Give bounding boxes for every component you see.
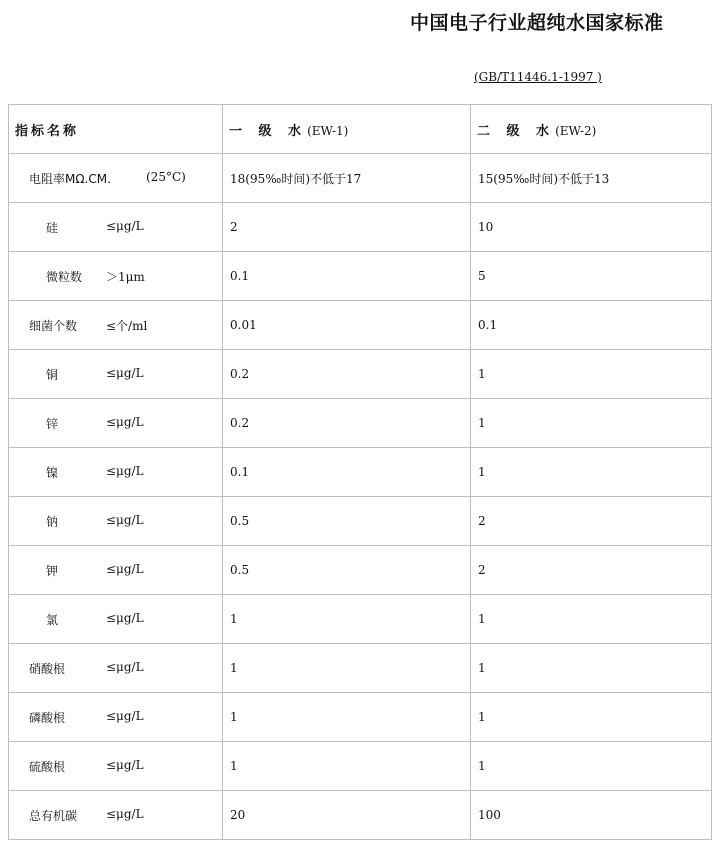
indicator-name: 硫酸根 [29, 760, 66, 774]
table-row [9, 595, 712, 644]
standards-table [8, 104, 712, 840]
indicator-unit: ≤μg/L [106, 709, 144, 723]
level2-value: 1 [471, 693, 712, 742]
table-header-row [9, 105, 712, 154]
level2-value: 10 [471, 203, 712, 252]
indicator-name: 镍 [46, 466, 59, 480]
indicator-cell [9, 791, 223, 840]
level2-value: 1 [471, 350, 712, 399]
indicator-unit: ≤μg/L [106, 611, 144, 625]
indicator-cell [9, 252, 223, 301]
standard-code [474, 70, 602, 84]
indicator-name: 钠 [46, 515, 59, 529]
indicator-cell [9, 693, 223, 742]
indicator-name: 氯 [46, 613, 59, 627]
header-level2-label: 二 级 水 [477, 123, 556, 139]
indicator-unit: ≤μg/L [106, 513, 144, 527]
indicator-name: 锌 [46, 417, 59, 431]
indicator-unit: ≤μg/L [106, 366, 144, 380]
indicator-unit: ≤个/ml [106, 319, 148, 333]
standard-code-text: (GB/T11446.1-1997 ) [474, 70, 602, 84]
level2-value: 2 [471, 497, 712, 546]
level2-value: 1 [471, 595, 712, 644]
table-row [9, 644, 712, 693]
indicator-cell [9, 595, 223, 644]
level1-value: 1 [223, 644, 471, 693]
level2-value: 1 [471, 644, 712, 693]
indicator-unit: ≤μg/L [106, 219, 144, 233]
indicator-name: 硅 [46, 221, 59, 235]
table-row [9, 546, 712, 595]
indicator-name: 细菌个数 [29, 319, 78, 333]
indicator-name: 硝酸根 [29, 662, 66, 676]
level1-value: 0.2 [223, 350, 471, 399]
indicator-cell [9, 497, 223, 546]
indicator-unit: ≤μg/L [106, 660, 144, 674]
level1-value: 20 [223, 791, 471, 840]
level2-value: 2 [471, 546, 712, 595]
indicator-cell [9, 154, 223, 203]
level2-value: 100 [471, 791, 712, 840]
table-row [9, 350, 712, 399]
indicator-name: 磷酸根 [29, 711, 66, 725]
level2-value: 1 [471, 742, 712, 791]
level1-value: 0.1 [223, 252, 471, 301]
table-row [9, 399, 712, 448]
level1-value: 0.1 [223, 448, 471, 497]
level1-value: 1 [223, 693, 471, 742]
table-row [9, 448, 712, 497]
header-level1-code: (EW-1) [307, 123, 349, 138]
indicator-cell [9, 742, 223, 791]
table-row [9, 791, 712, 840]
table-row [9, 497, 712, 546]
level1-value: 2 [223, 203, 471, 252]
indicator-cell [9, 644, 223, 693]
level1-value: 18(95‰时间)不低于17 [223, 154, 471, 203]
level2-value: 5 [471, 252, 712, 301]
indicator-unit: ≤μg/L [106, 562, 144, 576]
level2-value: 1 [471, 399, 712, 448]
header-level2 [471, 105, 712, 154]
indicator-name: 电阻率MΩ.CM. [29, 172, 111, 186]
indicator-unit: (25°C) [146, 170, 186, 184]
indicator-name: 钾 [46, 564, 59, 578]
level1-value: 0.5 [223, 497, 471, 546]
level1-value: 0.5 [223, 546, 471, 595]
table-row [9, 154, 712, 203]
indicator-cell [9, 203, 223, 252]
indicator-name: 总有机碳 [29, 809, 78, 823]
level1-value: 1 [223, 742, 471, 791]
indicator-name: 铜 [46, 368, 59, 382]
indicator-unit: ≤μg/L [106, 758, 144, 772]
indicator-cell [9, 399, 223, 448]
indicator-cell [9, 350, 223, 399]
table-row [9, 301, 712, 350]
header-level1-label: 一 级 水 [229, 123, 308, 139]
indicator-unit: ≤μg/L [106, 464, 144, 478]
table-row [9, 203, 712, 252]
table-row [9, 252, 712, 301]
level2-value: 0.1 [471, 301, 712, 350]
level1-value: 0.2 [223, 399, 471, 448]
level2-value: 1 [471, 448, 712, 497]
page-title: 中国电子行业超纯水国家标准 [410, 12, 664, 34]
header-level1 [223, 105, 471, 154]
header-indicator-name: 指标名称 [9, 105, 223, 154]
level1-value: 1 [223, 595, 471, 644]
level1-value: 0.01 [223, 301, 471, 350]
indicator-unit: ＞1μm [106, 270, 145, 284]
indicator-cell [9, 546, 223, 595]
indicator-name: 微粒数 [46, 270, 83, 284]
indicator-unit: ≤μg/L [106, 807, 144, 821]
table-row [9, 742, 712, 791]
header-level2-code: (EW-2) [555, 123, 597, 138]
table-row [9, 693, 712, 742]
indicator-cell [9, 301, 223, 350]
indicator-unit: ≤μg/L [106, 415, 144, 429]
level2-value: 15(95‰时间)不低于13 [471, 154, 712, 203]
indicator-cell [9, 448, 223, 497]
